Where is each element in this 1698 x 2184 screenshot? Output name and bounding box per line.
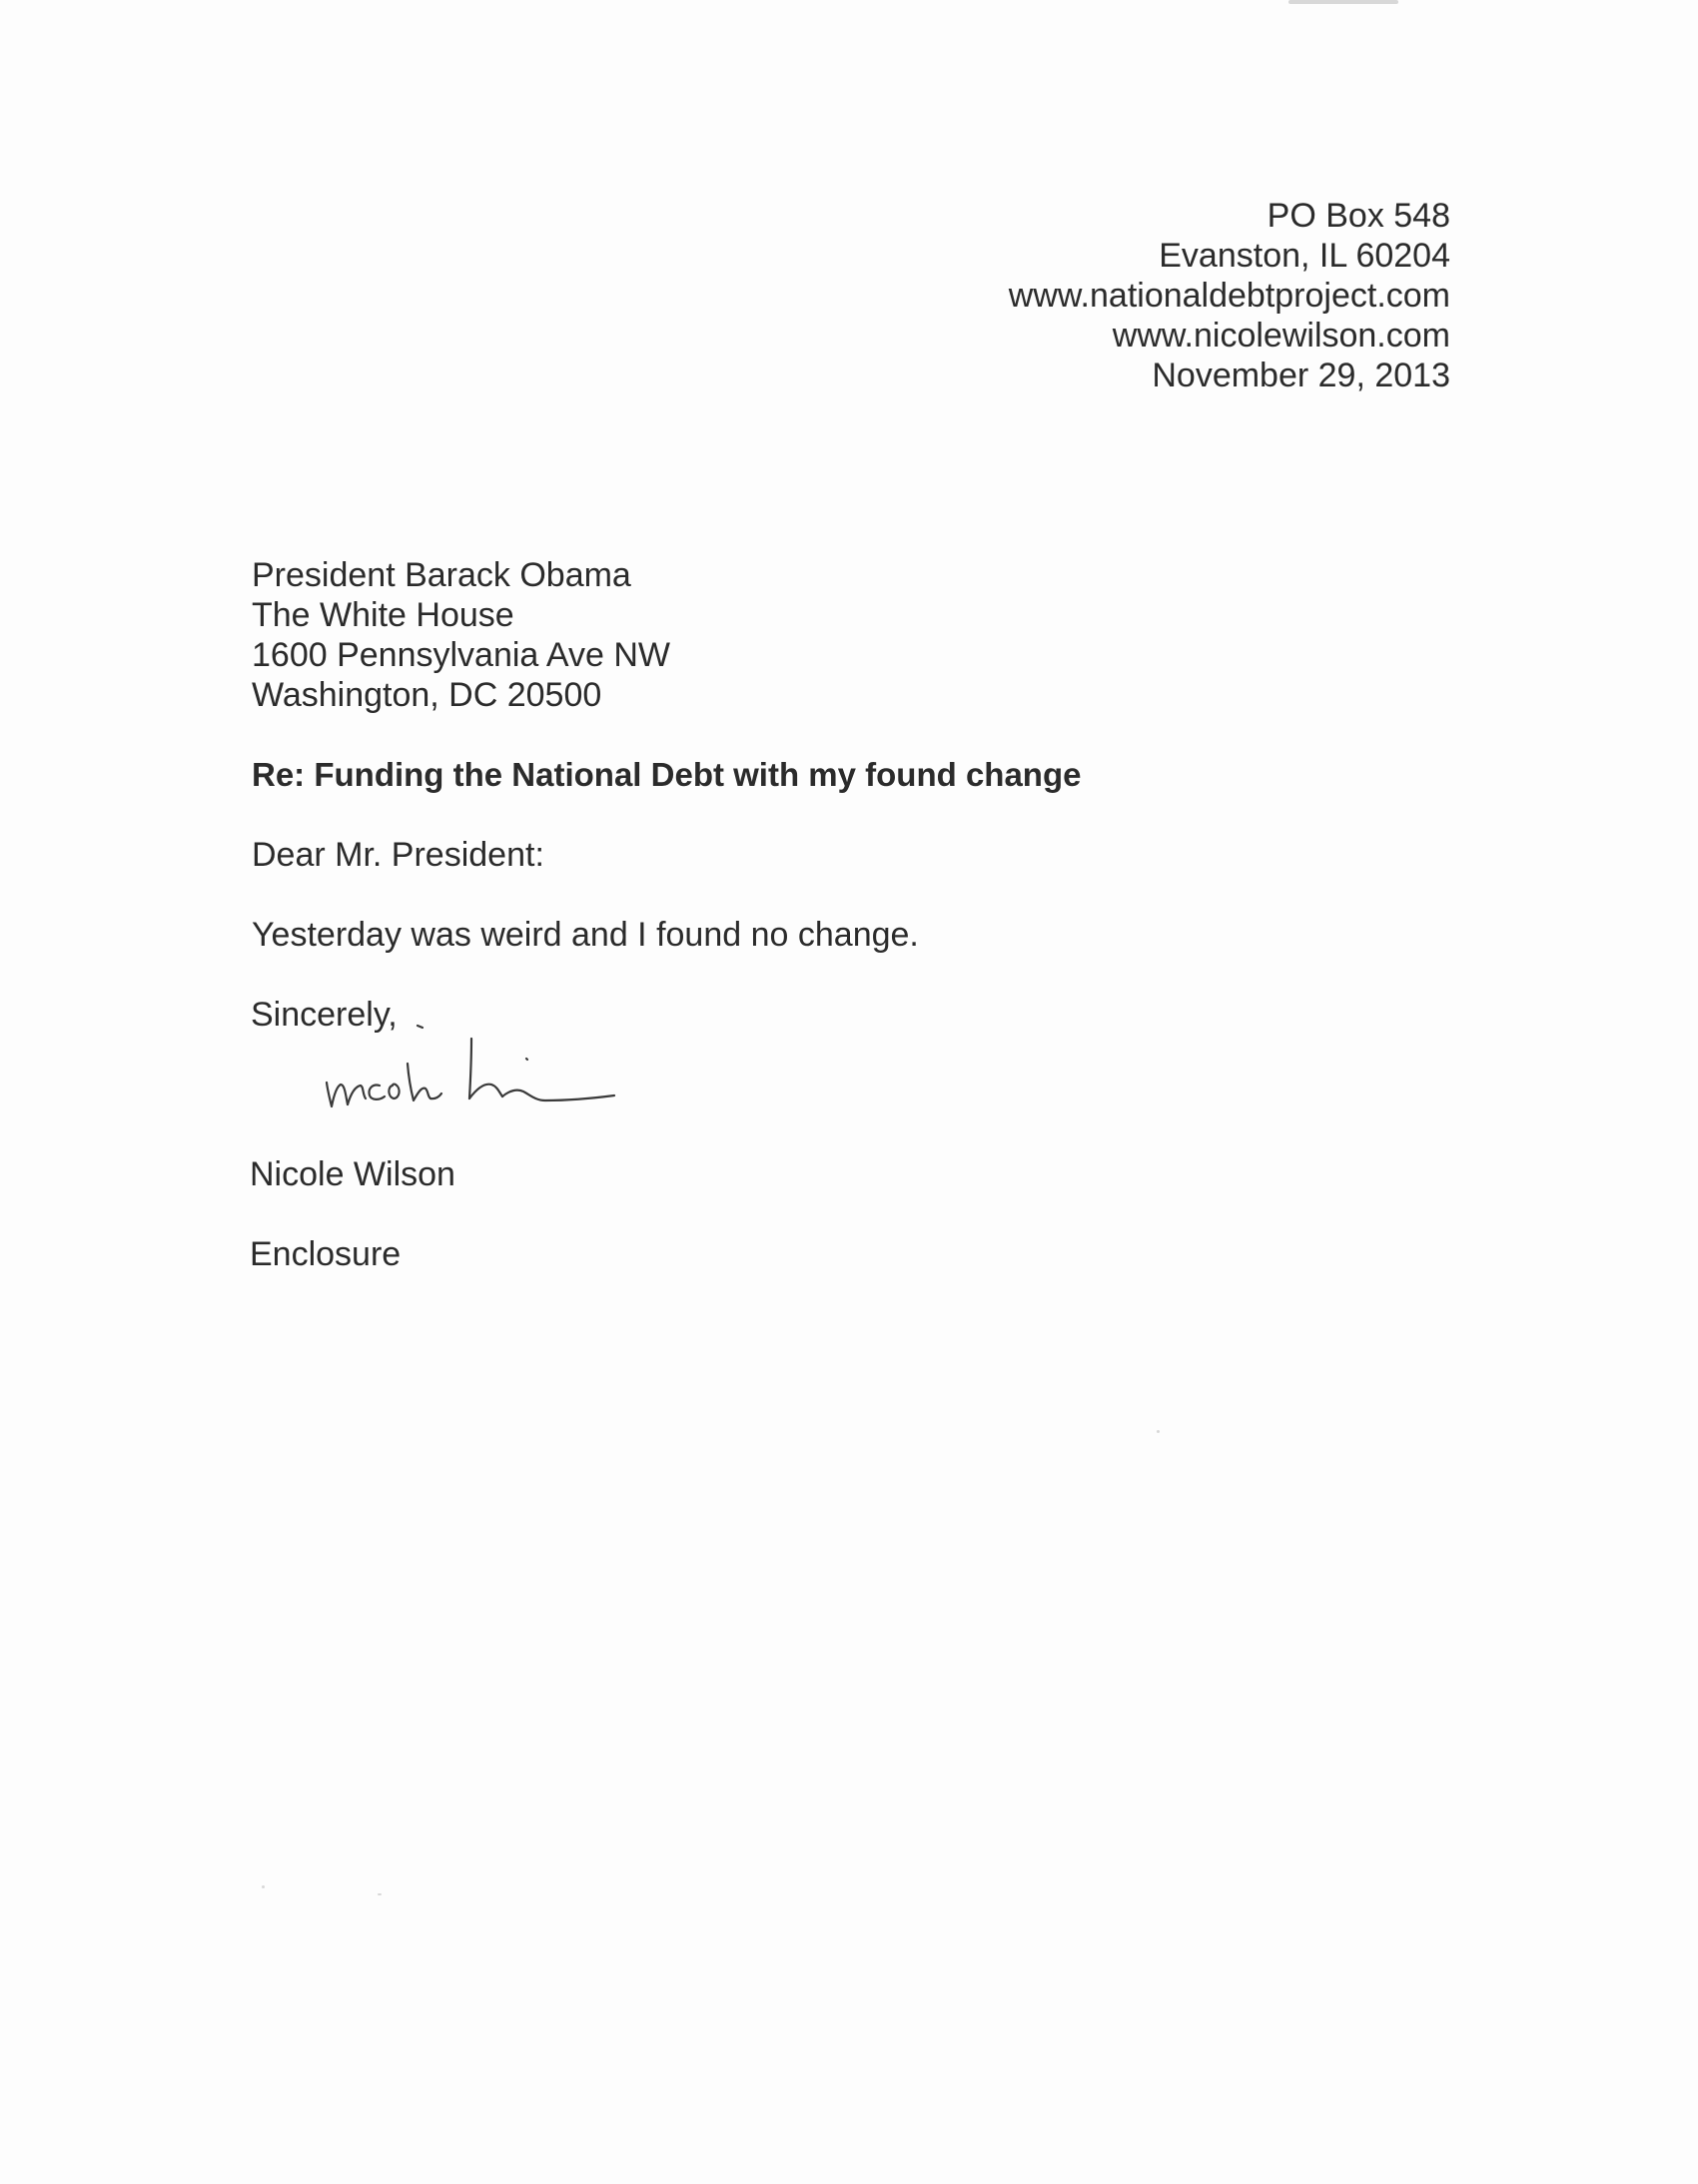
- enclosure-notation: Enclosure: [250, 1235, 402, 1273]
- salutation: Dear Mr. President:: [252, 836, 544, 874]
- letter-date: November 29, 2013: [1152, 357, 1450, 394]
- scan-artifact: [262, 1885, 265, 1888]
- subject-line: Re: Funding the National Debt with my found change: [252, 756, 1082, 793]
- sender-website-1: www.nationaldebtproject.com: [1008, 277, 1450, 315]
- scan-artifact: [1157, 1430, 1160, 1433]
- signer-name: Nicole Wilson: [250, 1155, 455, 1193]
- sender-city-state-zip: Evanston, IL 60204: [1159, 237, 1450, 275]
- recipient-address-block: [252, 555, 670, 715]
- sender-po-box: PO Box 548: [1267, 197, 1450, 235]
- recipient-street: 1600 Pennsylvania Ave NW: [252, 636, 670, 674]
- closing: Sincerely,: [251, 996, 398, 1034]
- recipient-city-state-zip: Washington, DC 20500: [252, 676, 602, 714]
- scan-artifact: [378, 1893, 382, 1895]
- handwritten-signature: [310, 1019, 679, 1118]
- letter-body: Yesterday was weird and I found no change.: [252, 916, 919, 954]
- sender-website-2: www.nicolewilson.com: [1112, 317, 1450, 355]
- sender-address-block: [1009, 196, 1450, 395]
- scan-artifact: [1288, 0, 1398, 4]
- recipient-name: President Barack Obama: [252, 556, 631, 594]
- recipient-organization: The White House: [252, 596, 514, 634]
